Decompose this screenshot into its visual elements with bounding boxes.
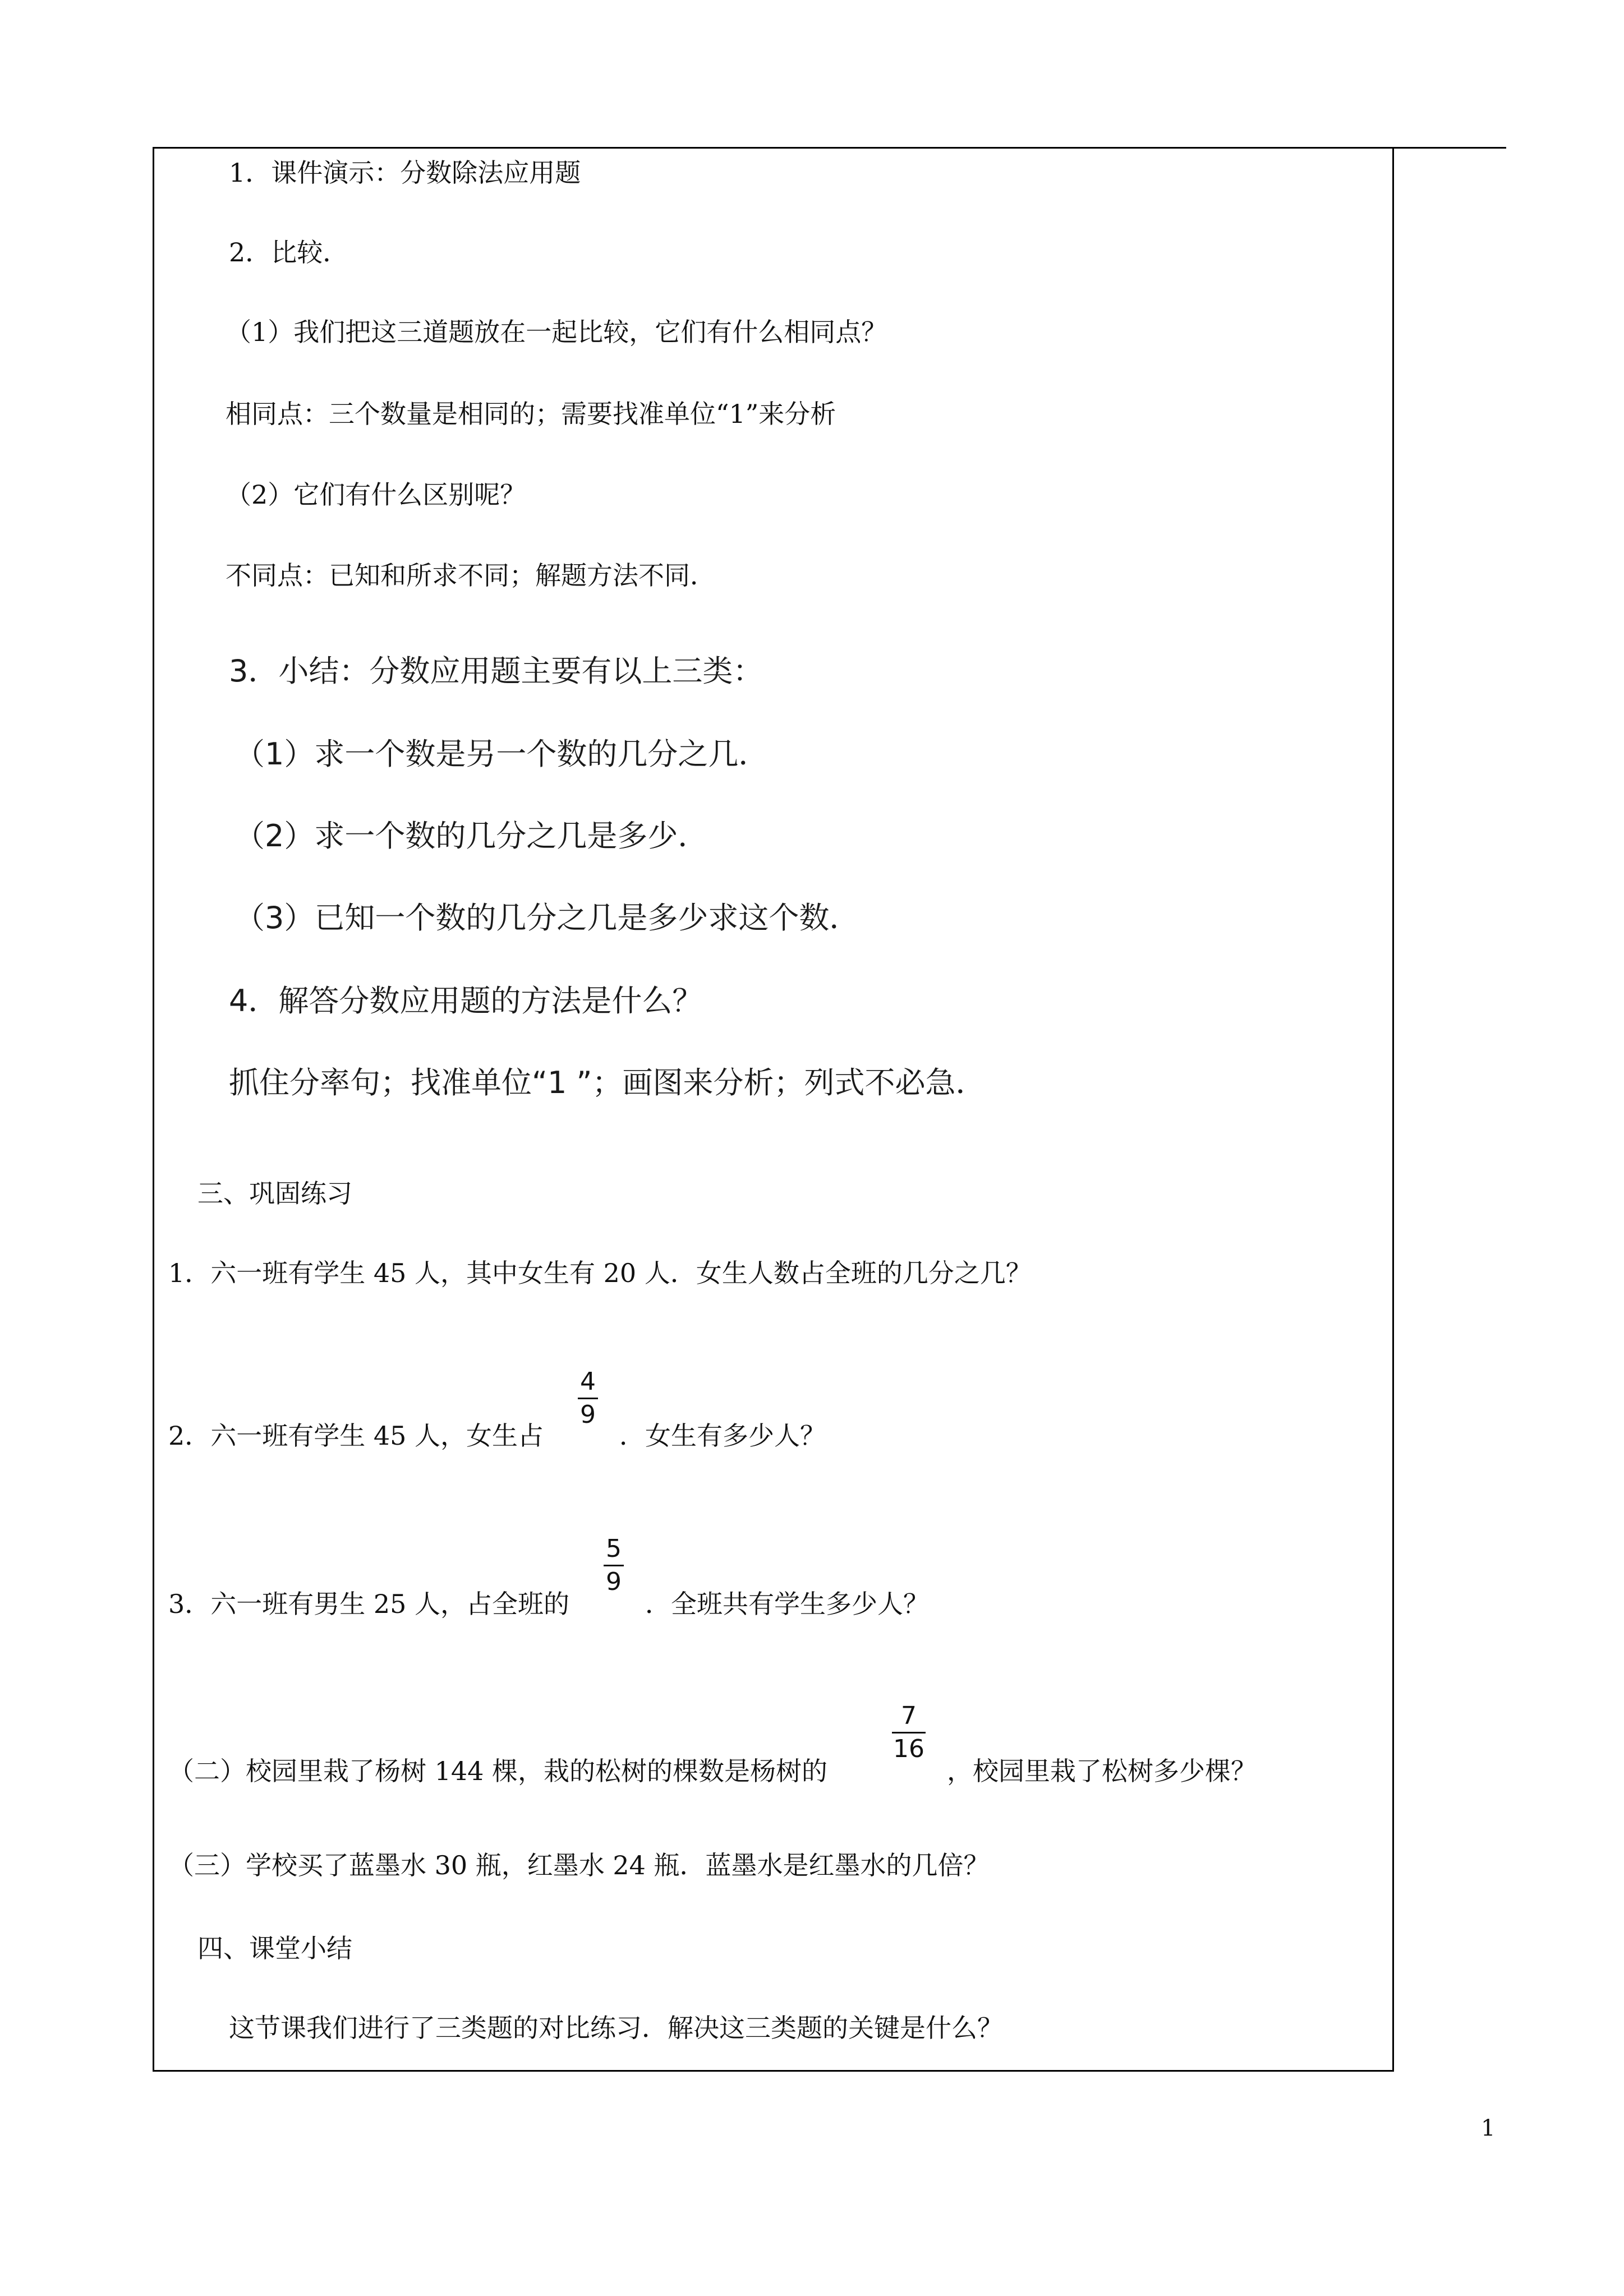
fraction-numerator: 4 [580, 1367, 596, 1396]
practice-problem-5: （三）学校买了蓝墨水 30 瓶，红墨水 24 瓶．蓝墨水是红墨水的几倍？ [168, 1850, 990, 1880]
page-number: 1 [1481, 2115, 1496, 2141]
answer-same: 相同点：三个数量是相同的；需要找准单位“1”来分析 [226, 399, 836, 429]
fraction-denominator: 9 [606, 1567, 622, 1596]
method-answer: 抓住分率句；找准单位“1 ”；画图来分析；列式不必急． [229, 1065, 986, 1100]
problem-4-text: （二）校园里栽了杨树 144 棵，栽的松树的棵数是杨树的 [168, 1756, 828, 1786]
summary-type-1: （1）求一个数是另一个数的几分之几． [234, 736, 769, 772]
demo-item: 1．课件演示：分数除法应用题 [229, 158, 581, 188]
fraction-denominator: 16 [893, 1735, 924, 1763]
fraction-numerator: 5 [606, 1534, 622, 1563]
summary-title: 3．小结：分数应用题主要有以上三类： [229, 653, 763, 689]
answer-diff: 不同点：已知和所求不同；解题方法不同． [226, 560, 716, 591]
fraction-5-9 [604, 1536, 624, 1596]
method-question: 4．解答分数应用题的方法是什么？ [229, 983, 703, 1018]
summary-type-3: （3）已知一个数的几分之几是多少求这个数． [234, 900, 860, 935]
practice-problem-4 [168, 1754, 827, 1788]
fraction-4-9 [578, 1368, 598, 1428]
question-diff: （2）它们有什么区别呢？ [226, 480, 526, 510]
class-summary-text: 这节课我们进行了三类题的对比练习．解决这三类题的关键是什么？ [229, 2013, 1003, 2043]
problem-4-question: ，校园里栽了松树多少棵？ [947, 1756, 1257, 1786]
problem-2-text: 2．六一班有学生 45 人，女生占 [168, 1421, 544, 1451]
problem-3-question: ．全班共有学生多少人？ [645, 1589, 929, 1619]
fraction-denominator: 9 [580, 1400, 596, 1429]
fraction-numerator: 7 [901, 1702, 917, 1730]
compare-item: 2．比较． [229, 237, 349, 268]
fraction-bar [604, 1565, 624, 1566]
summary-type-2: （2）求一个数的几分之几是多少． [234, 818, 709, 854]
fraction-bar [892, 1732, 926, 1733]
problem-3-text: 3．六一班有男生 25 人，占全班的 [168, 1589, 570, 1619]
fraction-bar [578, 1398, 598, 1399]
practice-problem-2 [168, 1419, 544, 1453]
practice-problem-3 [168, 1587, 569, 1621]
question-same: （1）我们把这三道题放在一起比较，它们有什么相同点？ [226, 317, 887, 347]
practice-problem-1: 1．六一班有学生 45 人，其中女生有 20 人．女生人数占全班的几分之几？ [168, 1258, 1032, 1288]
problem-2-question: ．女生有多少人？ [619, 1421, 826, 1451]
practice-heading: 三、巩固练习 [197, 1178, 352, 1209]
fraction-7-16 [892, 1703, 926, 1763]
class-summary-heading: 四、课堂小结 [197, 1933, 352, 1963]
